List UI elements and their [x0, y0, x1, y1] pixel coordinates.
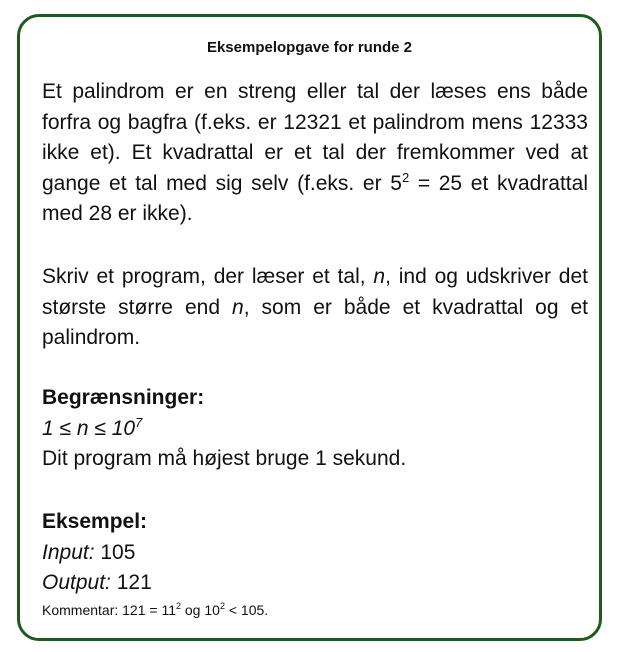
- example-output: [42, 568, 588, 599]
- input-label: Input:: [42, 540, 95, 564]
- comment-text-middle: og 10: [181, 601, 220, 618]
- task-text-end: , som er både et kvadrattal og et palindrom.: [42, 295, 589, 349]
- task-text: Skriv et program, der læser et tal,: [42, 265, 374, 288]
- range-exponent: 7: [135, 414, 143, 430]
- example-comment: [42, 599, 588, 621]
- example-section: [42, 507, 588, 621]
- task-text-middle: , ind og udskriver det største større end: [42, 265, 589, 319]
- page-title: Eksempelopgave for runde 2: [206, 39, 413, 56]
- time-limit: Dit program må højest bruge 1 sekund.: [42, 447, 407, 470]
- task-paragraph: [42, 262, 588, 354]
- intro-text-end: = 25 et kvadrattal med 28 er ikke).: [42, 171, 588, 225]
- comment-exponent-1: 2: [175, 600, 181, 611]
- example-heading: Eksempel:: [42, 510, 148, 533]
- variable-n: n: [232, 295, 244, 319]
- comment-text-end: < 105.: [224, 601, 269, 618]
- intro-text: Et palindrom er en streng eller tal der læses ens både forfra og bagfra (f.eks. er 12321 et palindrom mens 12333 ikke et). Et kvadrattal er et tal der fremkommer ved at gange et tal med sig selv (f.eks. er 5: [42, 80, 588, 195]
- example-input: [42, 538, 588, 569]
- output-label: Output:: [42, 571, 111, 594]
- comment-text: Kommentar: 121 = 11: [42, 601, 176, 618]
- intro-paragraph: [42, 77, 588, 230]
- intro-exponent: 2: [401, 169, 410, 185]
- comment-exponent-2: 2: [219, 600, 225, 611]
- task-box: [17, 14, 602, 641]
- output-value: 121: [110, 571, 152, 594]
- constraints-section: [42, 383, 588, 475]
- range-text: 1 ≤ n ≤ 10: [42, 416, 136, 440]
- constraints-heading: Begrænsninger:: [42, 386, 205, 409]
- input-value: 105: [94, 540, 136, 564]
- constraints-range: [42, 414, 588, 445]
- variable-n: n: [373, 265, 386, 288]
